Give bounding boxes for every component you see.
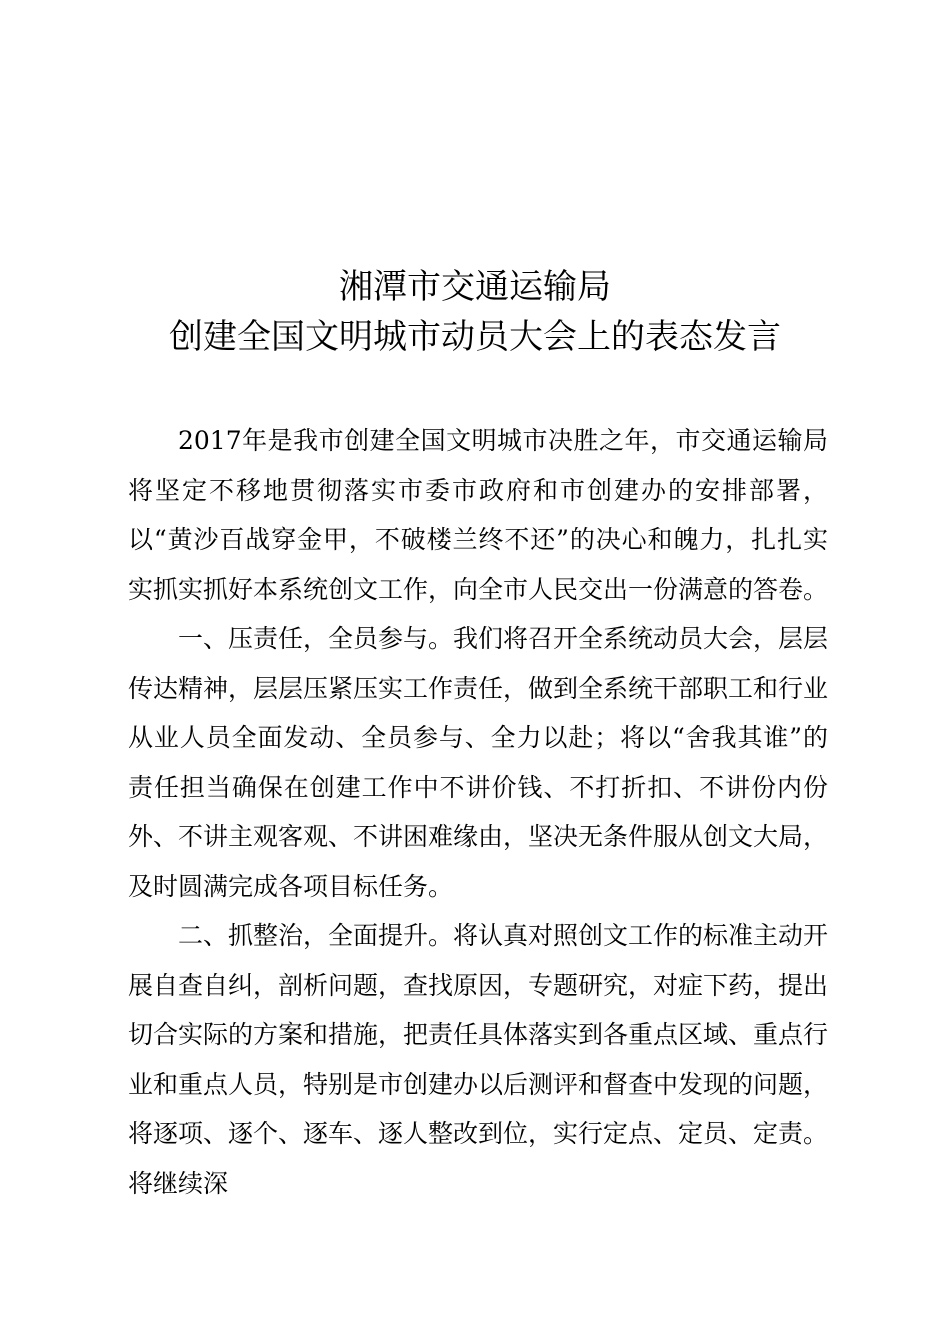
paragraph-point-2: 二、抓整治，全面提升。将认真对照创文工作的标准主动开展自查自纠，剖析问题，查找原因，专题研究，对症下药，提出切合实际的方案和措施，把责任具体落实到各重点区域、重点行业和重点人员，特别是市创建办以后测评和督查中发现的问题，将逐项、逐个、逐车、逐人整改到位，实行定点、定员、定责。将继续深 (128, 921, 829, 1198)
title-line-2: 创建全国文明城市动员大会上的表态发言 (169, 317, 781, 357)
paragraph-intro: 2017年是我市创建全国文明城市决胜之年，市交通运输局将坚定不移地贯彻落实市委市政府和市创建办的安排部署，以“黄沙百战穿金甲，不破楼兰终不还”的决心和魄力，扎扎实实抓实抓好本系统创文工作，向全市人民交出一份满意的答卷。 (128, 426, 829, 604)
paragraph-point-1: 一、压责任，全员参与。我们将召开全系统动员大会，层层传达精神，层层压紧压实工作责任，做到全系统干部职工和行业从业人员全面发动、全员参与、全力以赴；将以“舍我其谁”的责任担当确保在创建工作中不讲价钱、不打折扣、不讲份内份外、不讲主观客观、不讲困难缘由，坚决无条件服从创文大局，及时圆满完成各项目标任务。 (128, 624, 829, 901)
document-body (128, 416, 828, 1208)
title-line-1: 湘潭市交通运输局 (339, 267, 611, 307)
document-title (0, 262, 950, 362)
